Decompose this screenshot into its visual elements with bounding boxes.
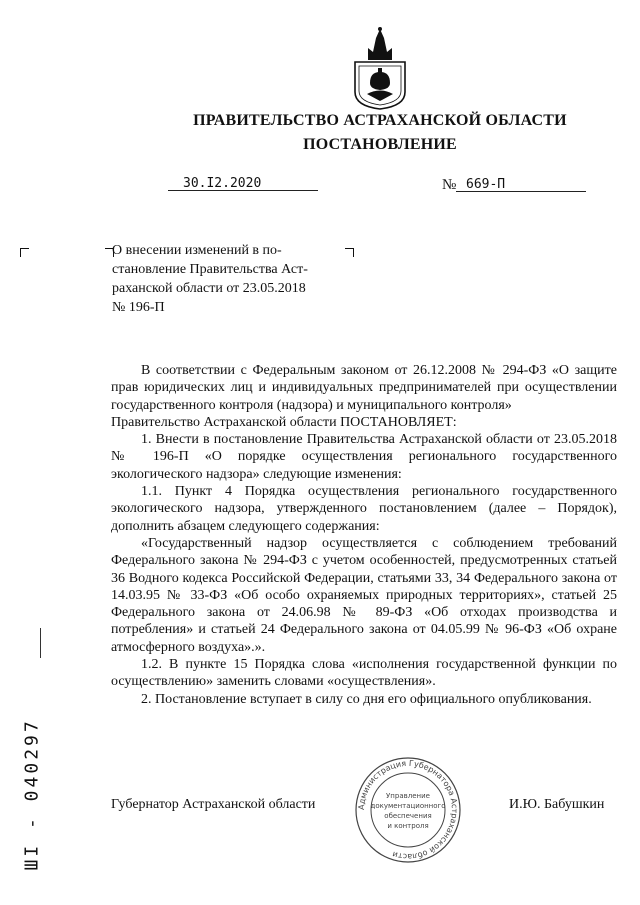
clause-1-1-quote: «Государственный надзор осуществляется с соблюдением требований Федерального закона № 294-ФЗ с учетом особенностей, предусмотренных статьей 36 Водного кодекса Российской Федерации, статьями 33, 34 Федерального закона от 14.03.95 № 33-ФЗ «Об особо охраняемых природных территориях», статьей 25 Федерального закона от 24.06.98 № 89-ФЗ «Об отходах производства и потребления» и статьей 24 Федерального закона от 04.05.99 № 96-ФЗ «Об охране атмосферного воздуха».». [111, 535, 617, 655]
subject-block [112, 241, 347, 317]
side-serial-code: ШI - 040297 [21, 718, 43, 871]
stamp-line: обеспечения [384, 812, 432, 820]
number-underline [456, 191, 586, 192]
stamp-line: документационного [370, 802, 446, 810]
corner-mark-left [20, 248, 29, 257]
stamp-line: Управление [386, 792, 430, 800]
document-number: 669-П [466, 177, 506, 192]
preamble-paragraph: В соответствии с Федеральным законом от 26.12.2008 № 294-ФЗ «О защите прав юридических лиц и индивидуальных предпринимателей при осуществлении государственного контроля (надзора) и муниципального контроля» [111, 363, 617, 413]
subject-line: становление Правительства Аст- [112, 262, 308, 277]
clause-1: 1. Внести в постановление Правительства Астраханской области от 23.05.2018 № 196-П «О порядке осуществления регионального государственного экологического надзора» следующие изменения: [111, 432, 617, 482]
subject-line: № 196-П [112, 300, 165, 315]
stamp-ring-text: Администрация Губернатора Астраханской области [356, 758, 460, 862]
subject-line: раханской области от 23.05.2018 [112, 281, 306, 296]
date-underline [168, 190, 318, 191]
svg-text:Администрация Губернатора Астр [357, 759, 459, 861]
document-type-title: ПОСТАНОВЛЕНИЕ [303, 136, 457, 153]
coat-of-arms-emblem [351, 26, 409, 110]
clause-2: 2. Постановление вступает в силу со дня его официального опубликования. [141, 691, 592, 707]
stamp-line: и контроля [387, 822, 429, 830]
signatory-title: Губернатор Астраханской области [111, 797, 316, 812]
official-stamp [353, 755, 463, 865]
resolution-statement: Правительство Астраханской области ПОСТАНОВЛЯЕТ: [111, 414, 457, 430]
clause-1-2: 1.2. В пункте 15 Порядка слова «исполнения государственной функции по осуществлению» заменить словами «осуществления». [111, 657, 617, 690]
document-date: 30.I2.2020 [183, 176, 262, 191]
margin-line [40, 628, 41, 658]
clause-1-1: 1.1. Пункт 4 Порядка осуществления регионального государственного экологического надзора, утвержденного постановлением (далее – Порядок), дополнить абзацем следующего содержания: [111, 484, 617, 534]
number-label: № [442, 177, 457, 193]
organization-title: ПРАВИТЕЛЬСТВО АСТРАХАНСКОЙ ОБЛАСТИ [193, 112, 567, 129]
signatory-name: И.Ю. Бабушкин [509, 797, 605, 812]
document-body [111, 362, 617, 708]
subject-line: О внесении изменений в по- [112, 243, 282, 258]
